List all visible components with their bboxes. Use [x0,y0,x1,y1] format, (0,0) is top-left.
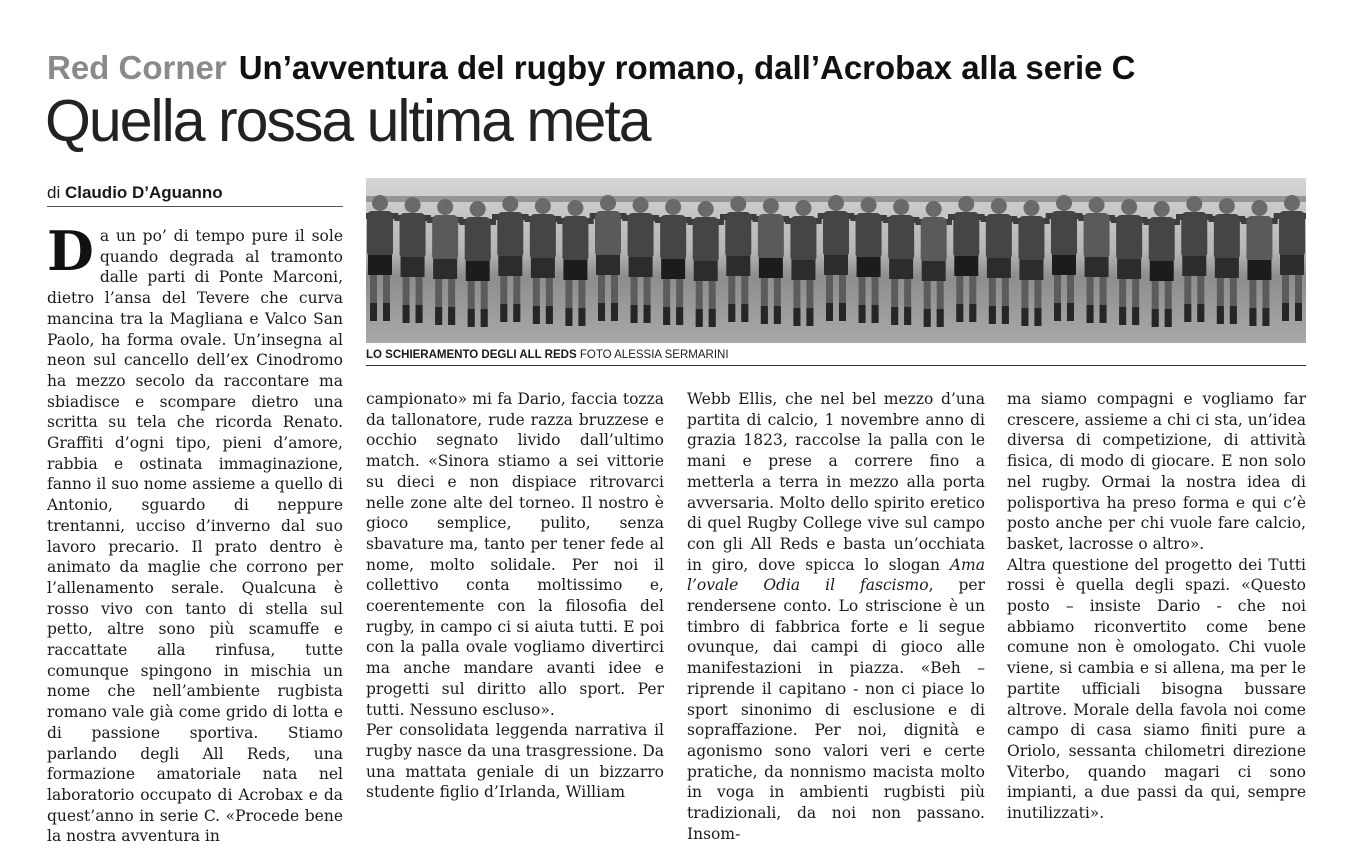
section-rubric: Red Corner [47,49,227,86]
team-photo-image [366,178,1306,343]
article-column-2 [366,389,664,803]
paragraph-text: Webb Ellis, che nel bel mezzo d’una partita di calcio, 1 novembre anno di grazia 1823, raccolse la palla con le mani e prese a correre fino a metterla a terra in mezzo alla porta avversaria. Molto dello spirito eretico di quel Rugby College vive sul campo con gli All Reds e basta un’occhiata in giro, dove spicca lo slogan [687,390,985,574]
paragraph-text: , per rendersene conto. Lo striscione è un timbro di fabbrica forte e li segue ovunque, dai campi di gioco alle manifestazioni in piazza. «Beh – riprende il capitano - non ci piace lo sport sinonimo di esclusione e di sopraffazione. Per noi, dignità e agonismo sono valori veri e certe pratiche, da nonnismo macista molto in voga in ambienti rugbisti più tradizionali, da noi non passano. Insom- [687,576,986,843]
byline-author: Claudio D’Aguanno [64,183,223,202]
caption-credit: FOTO ALESSIA SERMARINI [579,349,729,361]
photo-caption [366,347,1306,366]
article-column-1 [47,219,343,847]
article-paragraph: ma siamo compagni e vogliamo far crescere, assieme a chi ci sta, un’idea diversa di competizione, di attività fisica, di modo di giocare. E non solo nel rugby. Ormai la nostra idea di polisportiva ha preso forma e qui c’è posto anche per chi vuole fare calcio, basket, lacrosse o altro». [1007,390,1306,553]
byline-prefix: di [47,183,61,202]
drop-cap: D [47,219,94,283]
article-paragraph: campionato» mi fa Dario, faccia tozza da tallonatore, rude razza bruzzese e occhio segnato livido dall’ultimo match. «Sinora stiamo a sei vittorie su dieci e non dispiace ritrovarci nelle zone alte del torneo. Il nostro è gioco semplice, pulito, senza sbavature ma, tanto per tener fede al nome, molto solidale. Per noi il collettivo conta moltissimo e, coerentemente con la filosofia del rugby, in campo ci si aiuta tutti. E poi con la palla ovale vogliamo divertirci ma anche mandare avanti idee e progetti sul diritto allo sport. Per tutti. Nessuno escluso». [366,390,664,719]
article-paragraph [687,389,985,844]
article-paragraph: Altra questione del progetto dei Tutti rossi è quella degli spazi. «Questo posto – insiste Dario - che noi abbiamo riconvertito come bene comune non è omologato. Chi vuole viene, si cambia e si allena, ma per le partite ufficiali bisogna bussare altrove. Morale della favola noi come campo di casa siamo finiti pure a Oriolo, sessanta chilometri direzione Viterbo, quando magari ci sono impianti, a due passi da qui, sempre inutilizzati». [1007,555,1306,823]
paragraph-text: a un po’ di tempo pure il sole quando degrada al tramonto dalle parti di Ponte Marconi, dietro l’ansa del Tevere che curva mancina tra la Magliana e Valco San Paolo, ha forma ovale. Un’insegna al neon sul cancello dell’ex Cinodromo ha mezzo secolo da raccontare ma sbiadisce e scompare dietro una scritta su tela che ricorda Renato. Graffiti d’ogni tipo, pieni d’amore, rabbia e ostinata immaginazione, fanno il suo nome assieme a quello di Antonio, sguardo di neppure trentanni, ucciso d’inverno dal suo lavoro precario. Il prato dentro è animato da maglie che corrono per l’allenamento serale. Qualcuna è rosso vivo con tanto di stella sul petto, altre sono più scamuffe e raccattate alla rinfusa, tutte comunque spingono in mischia un nome che nell’ambiente rugbista romano vale già come grido di lotta e di passione sportiva. Stiamo parlando degli All Reds, una formazione amatoriale nata nel laboratorio occupato di Acrobax e da quest’anno in serie C. «Procede bene la nostra avventura in [47,227,343,846]
team-photo [366,178,1306,343]
article-headline: Quella rossa ultima meta [45,88,650,154]
slogan-text: Ama l’ovale Odia il fascismo [687,555,985,595]
kicker-line [47,48,1136,88]
article-paragraph: Per consolidata leggenda narrativa il rugby nasce da una trasgressione. Da una mattata geniale di un bizzarro studente figlio d’Irlanda, William [366,721,664,802]
article-paragraph [47,219,343,847]
article-subtitle: Un’avventura del rugby romano, dall’Acrobax alla serie C [238,49,1136,86]
article-column-4 [1007,389,1306,824]
byline [47,182,343,207]
article-column-3 [687,389,985,844]
caption-title: LO SCHIERAMENTO DEGLI ALL REDS [366,349,577,361]
